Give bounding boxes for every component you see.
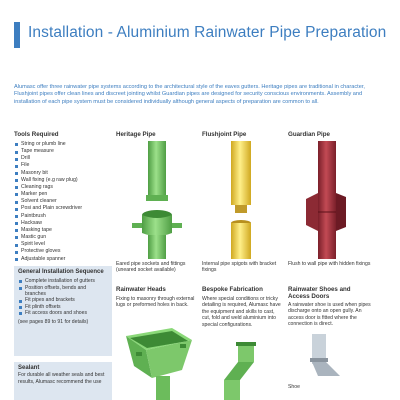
- bespoke-caption: Where special conditions or tricky detailing is required, Alumasc have the equipment and skills to cast, cut, fold and weld aluminium into special configurations.: [202, 296, 281, 328]
- list-item: File: [14, 162, 112, 169]
- list-item: Fit plinth offsets: [18, 304, 108, 310]
- list-item: Position offsets, bends and branches: [18, 285, 108, 298]
- list-item: Protective gloves: [14, 248, 112, 255]
- flushjoint-pipe-image: [202, 141, 284, 259]
- rainwater-shoe-image: [288, 334, 372, 380]
- guardian-pipe-image: [288, 141, 372, 259]
- general-sequence-note: (see pages 89 to 91 for details): [18, 318, 89, 325]
- title-accent-bar: [14, 22, 20, 48]
- bespoke-fabrication-image: [202, 342, 284, 400]
- list-item: Complete installation of gutters: [18, 278, 108, 284]
- list-item: Marker pen: [14, 191, 112, 198]
- general-sequence-title: General Installation Sequence: [18, 269, 104, 275]
- list-item: Solvent cleaner: [14, 198, 112, 205]
- tools-title: Tools Required: [14, 131, 59, 138]
- page-title: Installation - Aluminium Rainwater Pipe Preparation: [28, 24, 387, 41]
- list-item: Mastic gun: [14, 234, 112, 241]
- list-item: Fit access doors and shoes: [18, 310, 108, 316]
- general-sequence-box: [14, 266, 112, 356]
- shoe-image-label: Shoe: [288, 384, 300, 390]
- shoes-caption: A rainwater shoe is used when pipes discharge onto an open gully. An access door is fitted where the connection is direct.: [288, 302, 371, 328]
- list-item: Spirit level: [14, 241, 112, 248]
- list-item: Masonry bit: [14, 170, 112, 177]
- list-item: Wall fixing (e.g raw plug): [14, 177, 112, 184]
- list-item: Posi and Plain screwdriver: [14, 205, 112, 212]
- list-item: Masking tape: [14, 227, 112, 234]
- general-sequence-list: [18, 278, 108, 316]
- list-item: Paintbrush: [14, 213, 112, 220]
- list-item: Drill: [14, 155, 112, 162]
- tools-list: [14, 141, 112, 263]
- list-item: Cleaning rags: [14, 184, 112, 191]
- flushjoint-title: Flushjoint Pipe: [202, 131, 247, 138]
- guardian-caption: Flush to wall pipe with hidden fixings: [288, 261, 371, 267]
- sealant-box: [14, 362, 112, 400]
- heritage-caption: Eared pipe sockets and fittings (uneared socket available): [116, 261, 186, 274]
- tools-section: [14, 131, 112, 263]
- intro-paragraph: Alumasc offer three rainwater pipe systems according to the architectural style of the eaves gutters. Heritage pipes are traditional in character, Flushjoint pipes offer clean lines and discreet jointing whilst Guardian pipes are designed for security conscious environments. Assembly and installation of each pipe system must be considered individually although general aspects of preparation are common to all.: [14, 84, 365, 105]
- rainwater-heads-caption: Fixing to masonry through external lugs or preformed holes in back.: [116, 296, 195, 309]
- flushjoint-caption: Internal pipe spigots with bracket fixings: [202, 261, 277, 274]
- heritage-pipe-image: [116, 141, 200, 259]
- list-item: Fit pipes and brackets: [18, 297, 108, 303]
- shoes-title: Rainwater Shoes and Access Doors: [288, 286, 351, 301]
- rainwater-head-image: [116, 322, 200, 400]
- list-item: Tape measure: [14, 148, 112, 155]
- sealant-text: For durable all weather seals and best results, Alumasc recommend the use: [18, 372, 105, 385]
- list-item: Hacksaw: [14, 220, 112, 227]
- list-item: String or plumb line: [14, 141, 112, 148]
- heritage-title: Heritage Pipe: [116, 131, 156, 138]
- rainwater-heads-title: Rainwater Heads: [116, 286, 166, 293]
- list-item: Adjustable spanner: [14, 256, 112, 263]
- sealant-title: Sealant: [18, 365, 40, 371]
- bespoke-title: Bespoke Fabrication: [202, 286, 263, 293]
- guardian-title: Guardian Pipe: [288, 131, 330, 138]
